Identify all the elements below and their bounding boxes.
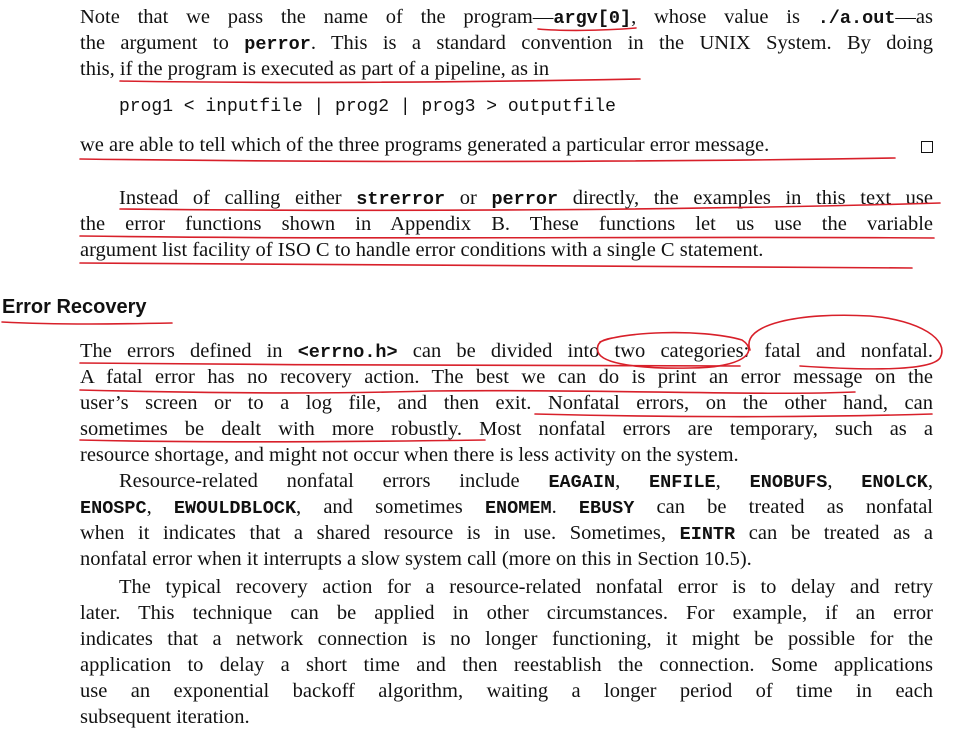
p5-line-2: later. This technique can be applied in other circumstances. For example, if an error — [80, 602, 933, 624]
code-eintr: EINTR — [679, 524, 736, 545]
p5-line-6: subsequent iteration. — [80, 706, 250, 728]
text: , — [146, 496, 174, 518]
p5-line-4: application to delay a short time and then reestablish the connection. Some applications — [80, 654, 933, 676]
code-enomem: ENOMEM — [484, 498, 552, 519]
code-errno-h: <errno.h> — [297, 342, 398, 363]
text: can be divided into two categories: fatal and nonfatal. — [397, 340, 933, 362]
text: can be treated as nonfatal — [634, 496, 934, 518]
code-argv0: argv[0] — [553, 8, 632, 29]
text: when it indicates that a shared resource is in use. Sometimes, — [80, 522, 680, 544]
underline-p2-line-3 — [80, 263, 912, 268]
p3-line-3: user’s screen or to a log file, and then exit. Nonfatal errors, on the other hand, can — [80, 392, 933, 414]
p1-line-2 — [80, 30, 933, 56]
p5-line-1: The typical recovery action for a resource-related nonfatal error is to delay and retry — [119, 576, 933, 598]
text: can be treated as a — [735, 522, 933, 544]
pipeline-code-example: prog1 < inputfile | prog2 | prog3 > outputfile — [119, 97, 616, 117]
code-perror: perror — [244, 34, 311, 55]
text: , whose value is — [631, 6, 818, 28]
p3-line-1 — [80, 338, 933, 364]
p5-line-3: indicates that a network connection is no longer functioning, it might be possible for the — [80, 628, 933, 650]
underline-error-message-line — [80, 158, 895, 162]
p1-line-3: this, if the program is executed as part of a pipeline, as in — [80, 58, 550, 80]
p4-line-1 — [119, 468, 933, 494]
p1-line-1 — [80, 4, 933, 30]
p1-line-4: we are able to tell which of the three programs generated a particular error message. — [80, 134, 770, 156]
text: , and sometimes — [296, 496, 485, 518]
text: Note that we pass the name of the program— — [80, 6, 554, 28]
text: , — [827, 470, 862, 492]
p2-line-2: the error functions shown in Appendix B. These functions let us use the variable — [80, 213, 933, 235]
section-heading: Error Recovery — [2, 296, 147, 318]
p4-line-3 — [80, 520, 933, 546]
text: Resource-related nonfatal errors include — [119, 470, 549, 492]
p3-line-5: resource shortage, and might not occur when there is less activity on the system. — [80, 444, 739, 466]
end-of-example-square-icon — [921, 141, 933, 153]
p2-line-3: argument list facility of ISO C to handle error conditions with a single C statement. — [80, 239, 764, 261]
p3-line-2: A fatal error has no recovery action. The best we can do is print an error message on the — [80, 366, 933, 388]
code-perror: perror — [491, 189, 559, 210]
text: , — [927, 470, 934, 492]
p3-line-4: sometimes be dealt with more robustly. Most nonfatal errors are temporary, such as a — [80, 418, 933, 440]
p5-line-5: use an exponential backoff algorithm, waiting a longer period of time in each — [80, 680, 933, 702]
text: . — [551, 496, 579, 518]
text: —as — [895, 6, 933, 28]
text: or — [445, 187, 492, 209]
text: The errors defined in — [80, 340, 298, 362]
p4-line-2 — [80, 494, 933, 520]
code-a-out: ./a.out — [817, 8, 896, 29]
code-ebusy: EBUSY — [578, 498, 635, 519]
code-ewouldblock: EWOULDBLOCK — [173, 498, 297, 519]
code-enolck: ENOLCK — [861, 472, 928, 493]
code-enfile: ENFILE — [649, 472, 716, 493]
text: . This is a standard convention in the UNIX System. By doing — [310, 32, 933, 54]
p2-line-1 — [119, 185, 933, 211]
code-eagain: EAGAIN — [548, 472, 616, 493]
code-strerror: strerror — [356, 189, 446, 210]
underline-heading — [2, 322, 172, 324]
text: Instead of calling either — [119, 187, 357, 209]
code-enobufs: ENOBUFS — [749, 472, 828, 493]
text: , — [715, 470, 750, 492]
text: the argument to — [80, 32, 245, 54]
text: directly, the examples in this text use — [558, 187, 933, 209]
code-enospc: ENOSPC — [80, 498, 147, 519]
text: , — [615, 470, 650, 492]
p4-line-4: nonfatal error when it interrupts a slow system call (more on this in Section 10.5). — [80, 548, 752, 570]
